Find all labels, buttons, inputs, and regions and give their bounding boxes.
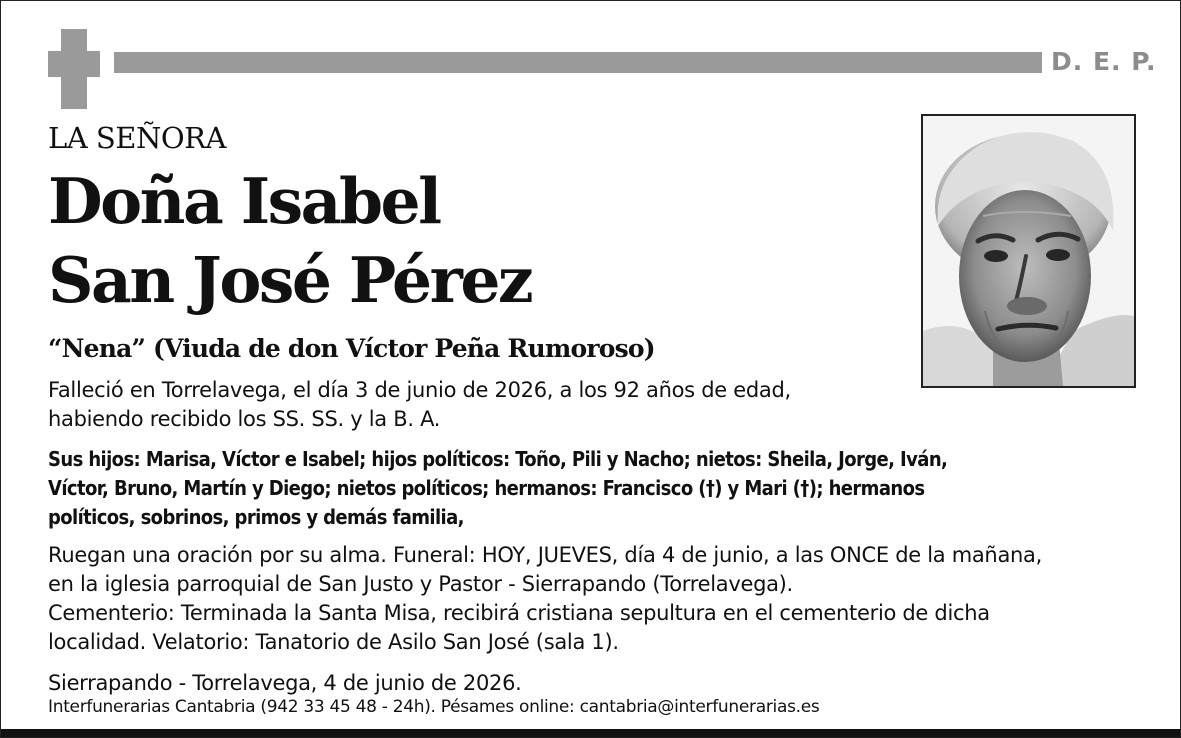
funeral-home-contact: Interfunerarias Cantabria (942 33 45 48 - 24h). Pésames online: cantabria@interfunerarias.es — [48, 697, 820, 717]
place-date: Sierrapando - Torrelavega, 4 de junio de 2026. — [48, 671, 522, 695]
deceased-name-line1: Doña Isabel — [48, 164, 440, 238]
nickname-widow-line: “Nena” (Viuda de don Víctor Peña Rumoroso) — [48, 334, 655, 363]
funeral-line: localidad. Velatorio: Tanatorio de Asilo San José (sala 1). — [48, 630, 619, 654]
portrait-photo — [921, 114, 1136, 388]
funeral-details — [48, 541, 1148, 657]
family-members — [48, 445, 1138, 532]
family-line: Víctor, Bruno, Martín y Diego; nietos políticos; hermanos: Francisco (†) y Mari (†); hermanos — [48, 476, 925, 500]
funeral-line: Ruegan una oración por su alma. Funeral: HOY, JUEVES, día 4 de junio, a las ONCE de la mañana, — [48, 543, 1042, 567]
header-rule — [114, 52, 1042, 73]
family-line: políticos, sobrinos, primos y demás familia, — [48, 505, 464, 529]
portrait-illustration — [923, 116, 1134, 386]
deceased-name-line2: San José Pérez — [48, 243, 532, 317]
death-details — [48, 376, 898, 434]
dep-label: D. E. P. — [1051, 47, 1157, 76]
death-line: habiendo recibido los SS. SS. y la B. A. — [48, 407, 441, 431]
death-line: Falleció en Torrelavega, el día 3 de junio de 2026, a los 92 años de edad, — [48, 378, 791, 402]
funeral-line: en la iglesia parroquial de San Justo y Pastor - Sierrapando (Torrelavega). — [48, 572, 793, 596]
funeral-line: Cementerio: Terminada la Santa Misa, recibirá cristiana sepultura en el cementerio de dicha — [48, 601, 990, 625]
family-line: Sus hijos: Marisa, Víctor e Isabel; hijos políticos: Toño, Pili y Nacho; nietos: Sheila, Jorge, Iván, — [48, 447, 948, 471]
bottom-border — [1, 729, 1180, 737]
honorific: LA SEÑORA — [48, 121, 226, 155]
cross-icon — [48, 29, 100, 109]
